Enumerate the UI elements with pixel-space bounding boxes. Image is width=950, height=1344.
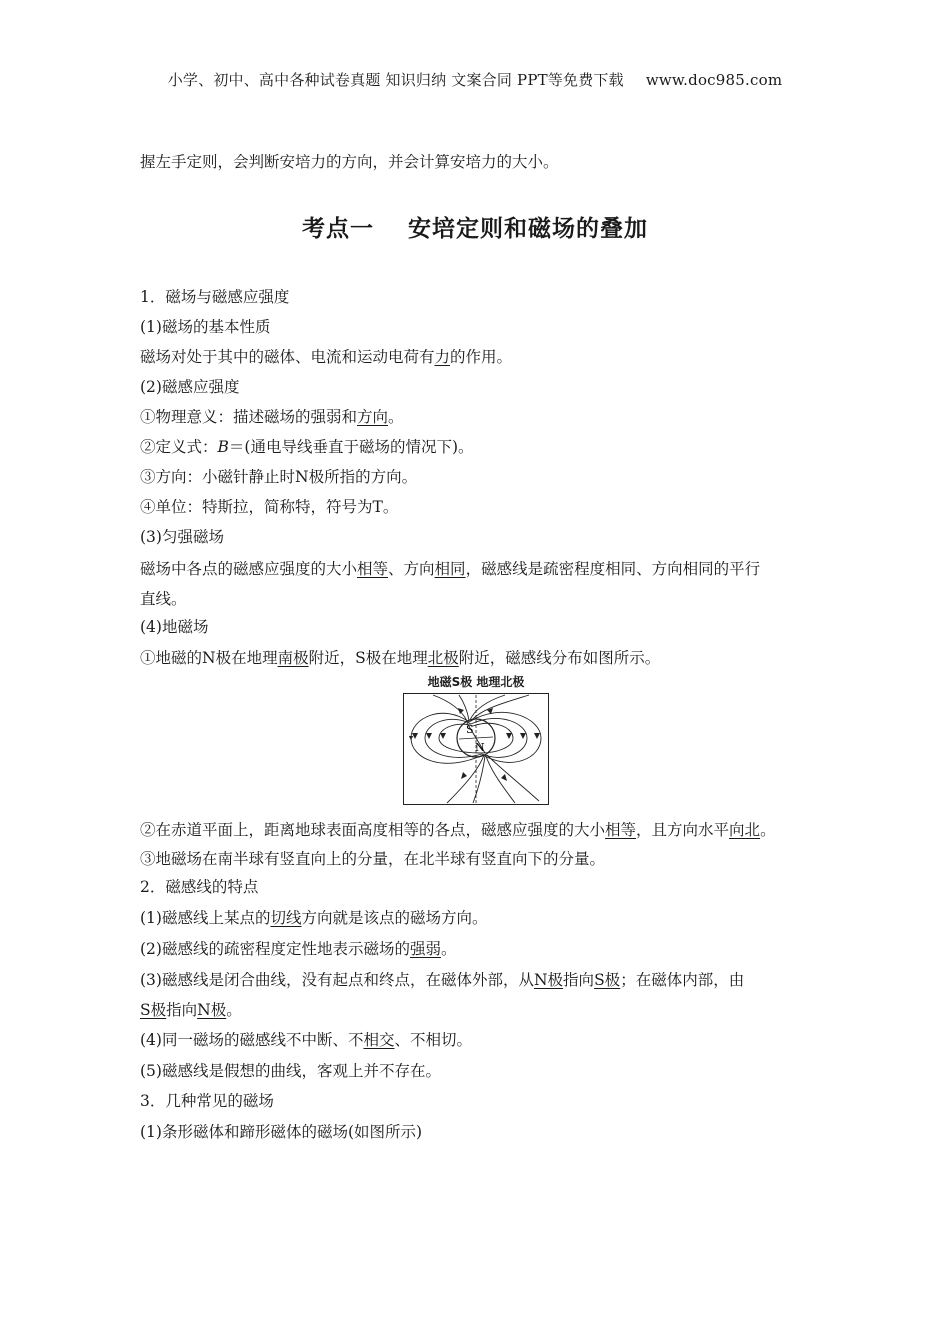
subheading-1-2: (2)磁感应强度 [140, 378, 240, 396]
paragraph: (4)同一磁场的磁感线不中断、不相交、不相切。 [140, 1031, 472, 1049]
geomagnetic-field-figure [400, 673, 552, 807]
paragraph: (1)磁感线上某点的切线方向就是该点的磁场方向。 [140, 909, 488, 927]
section-title [0, 210, 950, 243]
figure-caption: 地磁S极 地理北极 [427, 675, 525, 689]
paragraph: ②在赤道平面上，距离地球表面高度相等的各点，磁感应强度的大小相等，且方向水平向北。 [140, 821, 776, 839]
header-text: 小学、初中、高中各种试卷真题 知识归纳 文案合同 PPT等免费下载 [167, 71, 624, 89]
answer-blank: 切线 [270, 909, 302, 927]
page-header [0, 69, 950, 90]
answer-blank: 强弱 [409, 940, 441, 958]
section-title-text: 安培定则和磁场的叠加 [408, 216, 648, 242]
paragraph: (1)条形磁体和蹄形磁体的磁场(如图所示) [140, 1123, 423, 1141]
heading-2: 2．磁感线的特点 [140, 878, 259, 896]
paragraph: 磁场中各点的磁感应强度的大小相等、方向相同，磁感线是疏密程度相同、方向相同的平行 [140, 560, 761, 578]
label-s: S [466, 723, 474, 736]
paragraph: (5)磁感线是假想的曲线，客观上并不存在。 [140, 1062, 441, 1080]
paragraph: ③方向：小磁针静止时N极所指的方向。 [140, 468, 418, 486]
paragraph: S极指向N极。 [140, 1001, 242, 1019]
label-n: N [475, 741, 485, 754]
paragraph: (2)磁感线的疏密程度定性地表示磁场的强弱。 [140, 940, 457, 958]
answer-blank: 力 [434, 348, 451, 366]
paragraph: 直线。 [140, 590, 187, 608]
answer-blank: S极 [140, 1001, 167, 1019]
subheading-1-3: (3)匀强磁场 [140, 528, 224, 546]
paragraph: ①物理意义：描述磁场的强弱和方向。 [140, 408, 404, 426]
answer-blank: 相交 [363, 1031, 395, 1049]
intro-text: 握左手定则，会判断安培力的方向，并会计算安培力的大小。 [140, 153, 559, 171]
answer-blank: 北极 [427, 649, 459, 667]
answer-blank: 向北 [729, 821, 761, 839]
field-lines-diagram [403, 693, 549, 805]
answer-blank: S极 [594, 971, 621, 989]
paragraph: ②定义式：B＝(通电导线垂直于磁场的情况下)。 [140, 438, 474, 456]
paragraph: ①地磁的N极在地理南极附近，S极在地理北极附近，磁感线分布如图所示。 [140, 649, 661, 667]
paragraph: 磁场对处于其中的磁体、电流和运动电荷有力的作用。 [140, 348, 513, 366]
answer-blank: N极 [197, 1001, 227, 1019]
answer-blank: 相等 [357, 560, 389, 578]
paragraph: ④单位：特斯拉，简称特，符号为T。 [140, 498, 399, 516]
paragraph: (3)磁感线是闭合曲线，没有起点和终点，在磁体外部，从N极指向S极；在磁体内部，由 [140, 971, 745, 989]
section-title-number: 考点一 [302, 216, 374, 242]
answer-blank: 相同 [434, 560, 466, 578]
answer-blank: N极 [533, 971, 564, 989]
heading-3: 3．几种常见的磁场 [140, 1092, 274, 1110]
answer-blank: 相等 [605, 821, 637, 839]
heading-1: 1．磁场与磁感应强度 [140, 288, 290, 306]
header-url[interactable]: www.doc985.com [645, 71, 783, 89]
paragraph: ③地磁场在南半球有竖直向上的分量，在北半球有竖直向下的分量。 [140, 850, 606, 868]
answer-blank: 南极 [277, 649, 309, 667]
subheading-1-1: (1)磁场的基本性质 [140, 318, 271, 336]
answer-blank: 方向 [357, 408, 389, 426]
subheading-1-4: (4)地磁场 [140, 618, 209, 636]
